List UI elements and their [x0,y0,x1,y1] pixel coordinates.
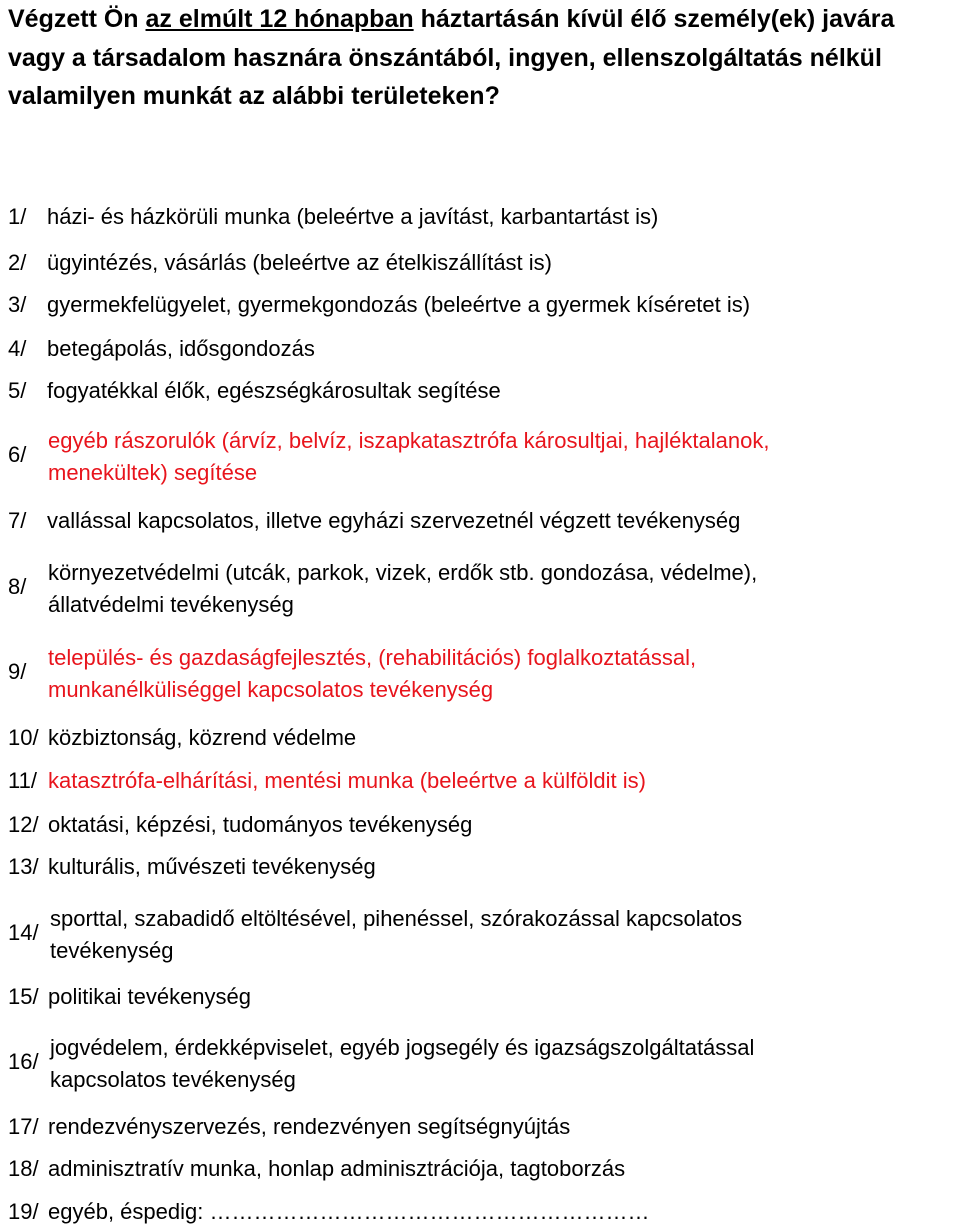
option-number: 7/ [8,508,27,533]
option-item-3 [8,293,953,319]
option-text-line: vallással kapcsolatos, illetve egyházi szervezetnél végzett tevékenység [47,508,741,533]
option-text-line: fogyatékkal élők, egészségkárosultak segítése [47,378,501,403]
option-text-line: munkanélküliséggel kapcsolatos tevékenység [48,677,494,702]
option-text-line: jogvédelem, érdekképviselet, egyéb jogsegély és igazságszolgáltatással [50,1035,755,1060]
option-number: 12/ [8,812,39,837]
option-item-18 [8,1157,953,1183]
option-text-line: sporttal, szabadidő eltöltésével, pihenéssel, szórakozással kapcsolatos [50,906,743,931]
option-number: 19/ [8,1199,39,1224]
option-number: 14/ [8,920,39,945]
option-text-line: kapcsolatos tevékenység [50,1067,296,1092]
option-item-17 [8,1115,953,1141]
option-text [48,642,696,706]
option-text [48,813,472,837]
option-item-4 [8,337,953,363]
option-text [48,769,646,793]
option-text-line: környezetvédelmi (utcák, parkok, vizek, erdők stb. gondozása, védelme), [48,560,758,585]
question-suffix: háztartásán kívül élő személy(ek) javára vagy a társadalom hasznára önszántából, ingyen, ellenszolgáltatás nélkül valamilyen munkát az alábbi területeken? [8,5,895,110]
option-text-line: politikai tevékenység [48,984,252,1009]
option-text-line: házi- és házkörüli munka (beleértve a javítást, karbantartást is) [47,204,659,229]
option-text-line: adminisztratív munka, honlap adminisztrációja, tagtoborzás [48,1156,626,1181]
option-item-11 [8,769,953,795]
option-item-8 [8,557,953,621]
option-item-16 [8,1032,953,1096]
option-text [50,1032,754,1096]
option-text [47,293,750,317]
option-text-line: kulturális, művészeti tevékenység [48,854,376,879]
option-item-7 [8,509,953,535]
option-item-5 [8,379,953,405]
option-text [48,985,251,1009]
option-text-line: oktatási, képzési, tudományos tevékenység [48,812,473,837]
option-item-19 [8,1200,953,1226]
question-underlined: az elmúlt 12 hónapban [145,5,414,33]
option-text [47,251,552,275]
option-item-14 [8,903,953,967]
option-number: 4/ [8,336,27,361]
option-item-6 [8,425,953,489]
option-number: 5/ [8,378,27,403]
question-prefix: Végzett Ön [8,5,146,33]
option-text-line: állatvédelmi tevékenység [48,592,294,617]
option-text [48,1115,570,1139]
option-text-line: menekültek) segítése [48,460,258,485]
option-text-line: egyéb rászorulók (árvíz, belvíz, iszapkatasztrófa károsultjai, hajléktalanok, [48,428,770,453]
option-text-line: gyermekfelügyelet, gyermekgondozás (beleértve a gyermek kíséretet is) [47,292,751,317]
option-item-15 [8,985,953,1011]
option-number: 3/ [8,292,27,317]
option-item-2 [8,251,953,277]
option-text [47,337,315,361]
option-number: 6/ [8,442,27,467]
option-item-12 [8,813,953,839]
option-text-line: betegápolás, idősgondozás [47,336,315,361]
option-text [48,726,356,750]
option-text [48,425,769,489]
option-text [50,903,742,967]
option-item-13 [8,855,953,881]
option-item-9 [8,642,953,706]
option-text [47,509,740,533]
option-text-line: település- és gazdaságfejlesztés, (rehabilitációs) foglalkoztatással, [48,645,697,670]
option-text-line: rendezvényszervezés, rendezvényen segítségnyújtás [48,1114,571,1139]
option-number: 13/ [8,854,39,879]
option-number: 1/ [8,204,27,229]
option-text [48,557,757,621]
option-text-line: ügyintézés, vásárlás (beleértve az ételkiszállítást is) [47,250,552,275]
option-text-line: egyéb, éspedig: …………………………………………………… [48,1199,650,1224]
option-number: 2/ [8,250,27,275]
option-number: 18/ [8,1156,39,1181]
option-number: 15/ [8,984,39,1009]
option-item-1 [8,205,953,231]
option-text [47,379,501,403]
option-text-line: katasztrófa-elhárítási, mentési munka (beleértve a külföldit is) [48,768,646,793]
option-text [48,1200,649,1224]
option-text [48,1157,625,1181]
option-text [47,205,658,229]
option-number: 17/ [8,1114,39,1139]
option-number: 10/ [8,725,39,750]
option-number: 9/ [8,659,27,684]
option-text-line: közbiztonság, közrend védelme [48,725,357,750]
option-number: 16/ [8,1049,39,1074]
option-number: 11/ [8,768,37,793]
option-item-10 [8,726,953,752]
option-text [48,855,376,879]
option-text-line: tevékenység [50,938,174,963]
option-number: 8/ [8,574,27,599]
question-text [8,0,953,116]
